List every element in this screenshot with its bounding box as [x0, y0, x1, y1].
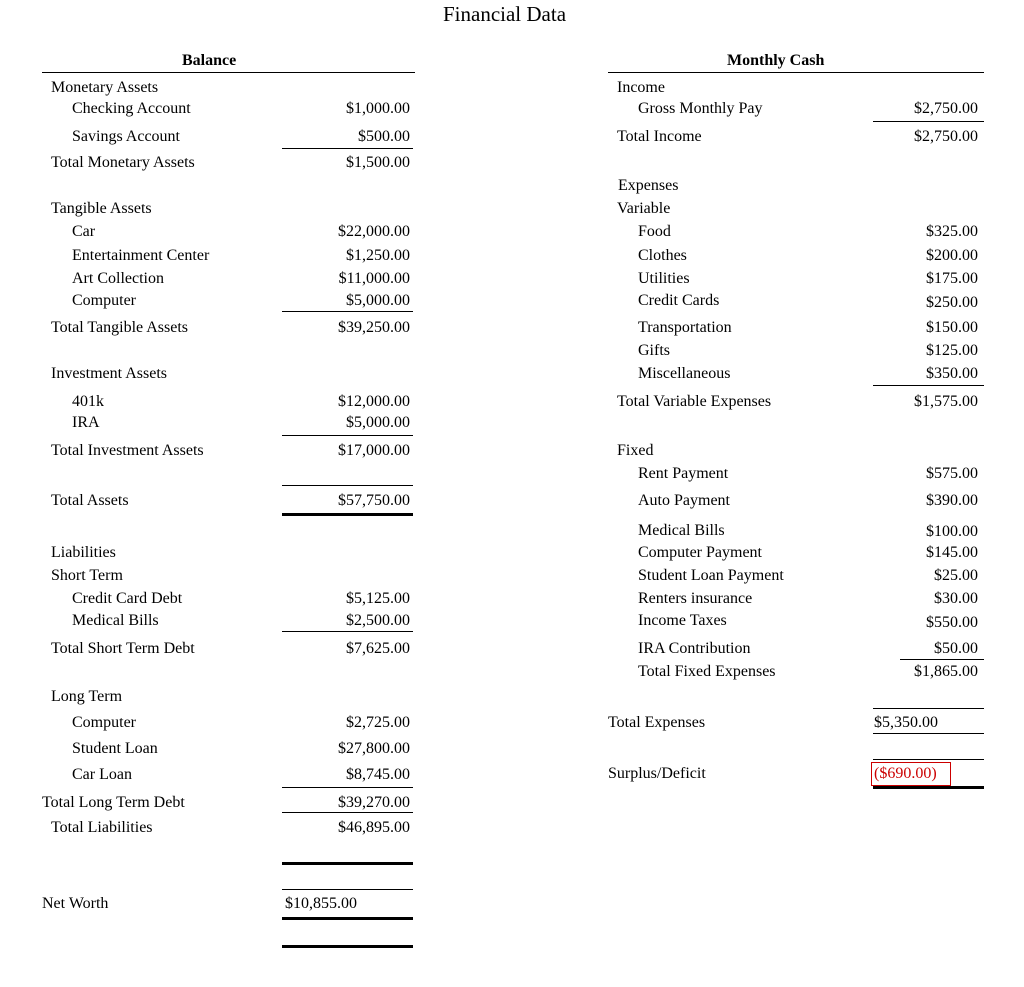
net-worth-double-rule-2: [282, 945, 413, 948]
net-worth-label: Net Worth: [42, 895, 109, 912]
short-term-heading: Short Term: [51, 567, 123, 584]
checking-account-value: $1,000.00: [346, 100, 410, 117]
investment-assets-heading: Investment Assets: [51, 365, 167, 382]
total-liabilities-label: Total Liabilities: [51, 819, 153, 836]
clothes-label: Clothes: [638, 247, 687, 264]
entertainment-center-value: $1,250.00: [346, 247, 410, 264]
savings-account-label: Savings Account: [72, 128, 180, 145]
total-expenses-label: Total Expenses: [608, 714, 706, 731]
surplus-top-rule: [873, 759, 984, 760]
401k-value: $12,000.00: [338, 393, 410, 410]
total-assets-value: $57,750.00: [338, 492, 410, 509]
total-monetary-assets-value: $1,500.00: [346, 154, 410, 171]
total-long-term-debt-value: $39,270.00: [338, 794, 410, 811]
auto-payment-value: $390.00: [926, 492, 978, 509]
monthly-cash-header: Monthly Cash: [727, 52, 825, 69]
total-long-term-debt-label: Total Long Term Debt: [42, 794, 185, 811]
gross-monthly-pay-label: Gross Monthly Pay: [638, 100, 763, 117]
miscellaneous-label: Miscellaneous: [638, 365, 731, 382]
liabilities-double-rule: [282, 862, 413, 865]
total-short-term-debt-value: $7,625.00: [346, 640, 410, 657]
savings-account-value: $500.00: [358, 128, 410, 145]
credit-cards-label: Credit Cards: [638, 292, 720, 309]
miscellaneous-value: $350.00: [926, 365, 978, 382]
auto-payment-label: Auto Payment: [638, 492, 730, 509]
gross-monthly-pay-value: $2,750.00: [914, 100, 978, 117]
net-worth-value: $10,855.00: [285, 895, 357, 912]
ira-contribution-label: IRA Contribution: [638, 640, 751, 657]
art-collection-label: Art Collection: [72, 270, 164, 287]
computer-asset-value: $5,000.00: [346, 292, 410, 309]
short-term-sum-rule: [282, 631, 413, 632]
monthly-header-rule: [608, 72, 984, 73]
total-fixed-expenses-label: Total Fixed Expenses: [638, 663, 776, 680]
total-liabilities-value: $46,895.00: [338, 819, 410, 836]
transportation-value: $150.00: [926, 319, 978, 336]
total-assets-double-rule: [282, 513, 413, 516]
renters-insurance-label: Renters insurance: [638, 590, 753, 607]
income-sum-rule: [873, 121, 984, 122]
page-title: Financial Data: [443, 2, 567, 26]
total-tangible-assets-label: Total Tangible Assets: [51, 319, 189, 336]
surplus-double-rule: [873, 786, 984, 789]
surplus-deficit-value: ($690.00): [874, 765, 937, 782]
entertainment-center-label: Entertainment Center: [72, 247, 210, 264]
monetary-sum-rule: [282, 148, 413, 149]
rent-payment-value: $575.00: [926, 465, 978, 482]
monetary-assets-heading: Monetary Assets: [51, 79, 159, 96]
credit-card-debt-label: Credit Card Debt: [72, 590, 183, 607]
rent-payment-label: Rent Payment: [638, 465, 729, 482]
tangible-sum-rule: [282, 311, 413, 312]
total-fixed-expenses-value: $1,865.00: [914, 663, 978, 680]
student-loan-payment-value: $25.00: [934, 567, 978, 584]
car-value: $22,000.00: [338, 223, 410, 240]
net-worth-double-rule-1: [282, 917, 413, 920]
car-label: Car: [72, 223, 96, 240]
ira-contribution-value: $50.00: [934, 640, 978, 657]
variable-sum-rule: [873, 385, 984, 386]
total-variable-expenses-value: $1,575.00: [914, 393, 978, 410]
balance-header-rule: [42, 72, 415, 73]
ira-label: IRA: [72, 414, 100, 431]
utilities-label: Utilities: [638, 270, 690, 287]
car-loan-value: $8,745.00: [346, 766, 410, 783]
net-worth-top-rule: [282, 889, 413, 890]
total-expenses-value: $5,350.00: [874, 714, 938, 731]
computer-payment-label: Computer Payment: [638, 544, 762, 561]
total-investment-assets-label: Total Investment Assets: [51, 442, 204, 459]
total-short-term-debt-label: Total Short Term Debt: [51, 640, 195, 657]
computer-loan-label: Computer: [72, 714, 136, 731]
variable-heading: Variable: [617, 200, 671, 217]
student-loan-label: Student Loan: [72, 740, 158, 757]
transportation-label: Transportation: [638, 319, 732, 336]
gifts-value: $125.00: [926, 342, 978, 359]
total-income-label: Total Income: [617, 128, 702, 145]
expenses-heading: Expenses: [618, 177, 679, 194]
gifts-label: Gifts: [638, 342, 670, 359]
utilities-value: $175.00: [926, 270, 978, 287]
total-tangible-assets-value: $39,250.00: [338, 319, 410, 336]
income-taxes-value: $550.00: [926, 614, 978, 631]
total-assets-top-rule: [282, 485, 413, 486]
tangible-assets-heading: Tangible Assets: [51, 200, 152, 217]
income-taxes-label: Income Taxes: [638, 612, 727, 629]
fixed-heading: Fixed: [617, 442, 654, 459]
liabilities-heading: Liabilities: [51, 544, 116, 561]
computer-asset-label: Computer: [72, 292, 136, 309]
total-expenses-bottom-rule: [873, 733, 984, 734]
renters-insurance-value: $30.00: [934, 590, 978, 607]
total-monetary-assets-label: Total Monetary Assets: [51, 154, 195, 171]
medical-bills-debt-value: $2,500.00: [346, 612, 410, 629]
credit-card-debt-value: $5,125.00: [346, 590, 410, 607]
medical-bills-debt-label: Medical Bills: [72, 612, 159, 629]
balance-header: Balance: [182, 52, 237, 69]
checking-account-label: Checking Account: [72, 100, 191, 117]
student-loan-value: $27,800.00: [338, 740, 410, 757]
total-expenses-top-rule: [873, 708, 984, 709]
total-income-value: $2,750.00: [914, 128, 978, 145]
art-collection-value: $11,000.00: [338, 270, 410, 287]
income-heading: Income: [617, 79, 665, 96]
ira-value: $5,000.00: [346, 414, 410, 431]
medical-bills-expense-value: $100.00: [926, 523, 978, 540]
401k-label: 401k: [72, 393, 104, 410]
total-investment-assets-value: $17,000.00: [338, 442, 410, 459]
car-loan-label: Car Loan: [72, 766, 132, 783]
surplus-deficit-label: Surplus/Deficit: [608, 765, 706, 782]
total-variable-expenses-label: Total Variable Expenses: [617, 393, 772, 410]
credit-cards-value: $250.00: [926, 294, 978, 311]
long-term-heading: Long Term: [51, 688, 123, 705]
food-value: $325.00: [926, 223, 978, 240]
medical-bills-expense-label: Medical Bills: [638, 522, 725, 539]
long-term-sum-rule: [282, 787, 413, 788]
student-loan-payment-label: Student Loan Payment: [638, 567, 784, 584]
investment-sum-rule: [282, 435, 413, 436]
total-liabilities-rule: [282, 812, 413, 813]
computer-payment-value: $145.00: [926, 544, 978, 561]
fixed-sum-rule: [900, 659, 984, 660]
clothes-value: $200.00: [926, 247, 978, 264]
total-assets-label: Total Assets: [51, 492, 129, 509]
food-label: Food: [638, 223, 671, 240]
computer-loan-value: $2,725.00: [346, 714, 410, 731]
